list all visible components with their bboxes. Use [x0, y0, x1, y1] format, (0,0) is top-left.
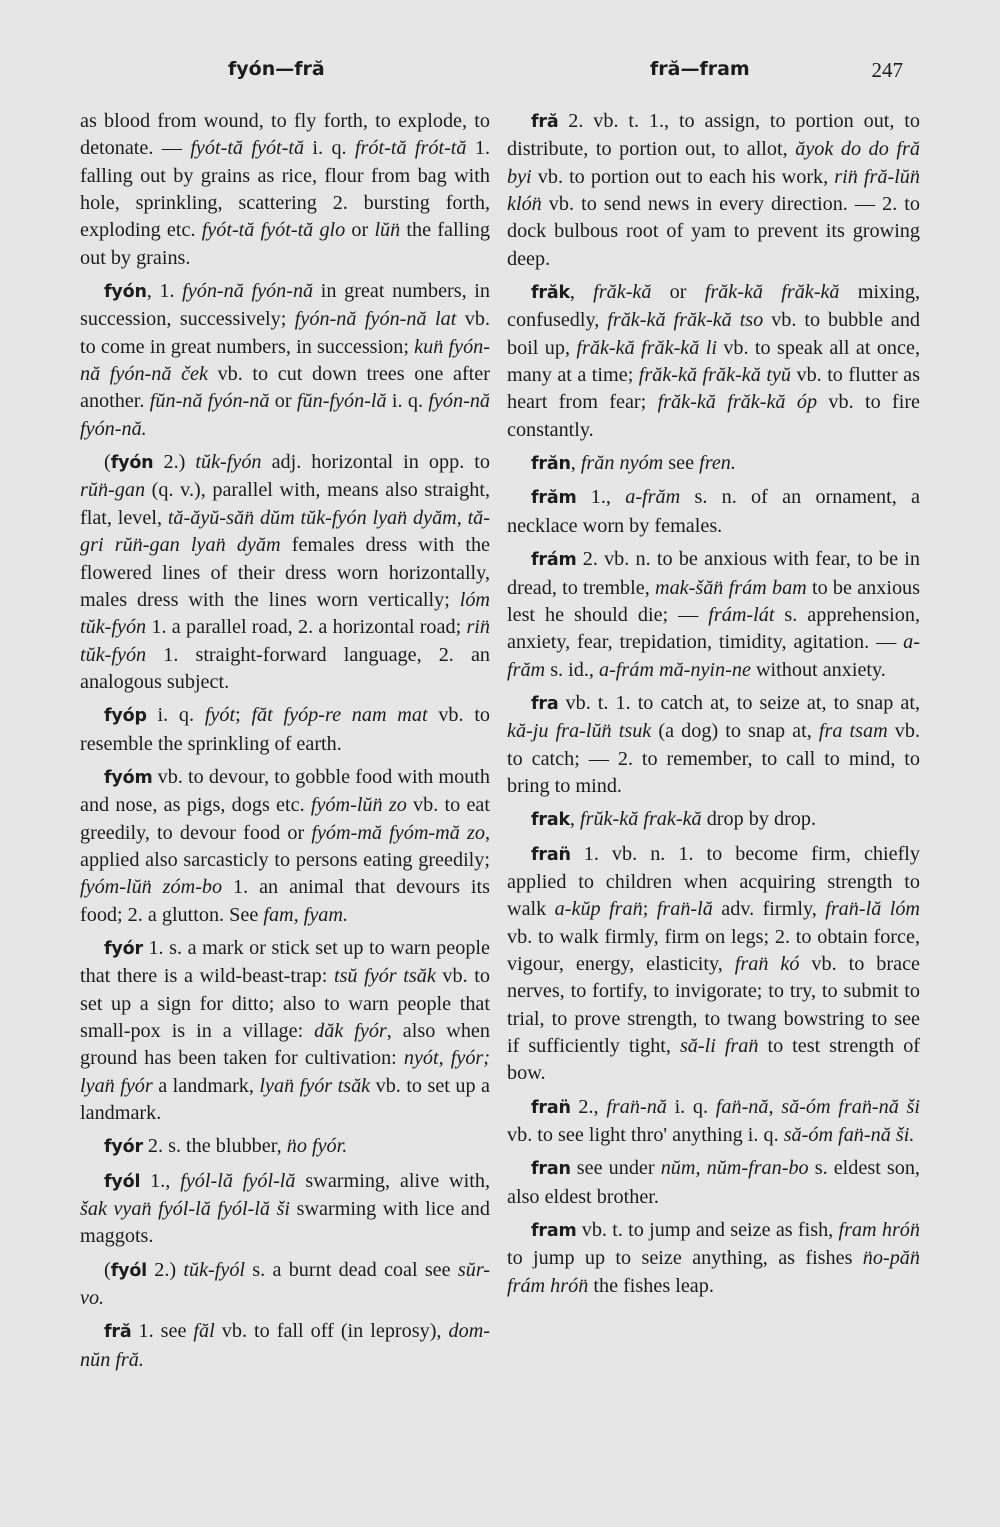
left-column: [80, 108, 490, 1374]
entry-text: to test strength of bow.: [507, 1035, 921, 1085]
lepcha-phrase: tsŭ fyór tsăk: [333, 965, 436, 988]
lepcha-phrase: nyót, fyór; lyan̈ fyór: [80, 1047, 490, 1097]
lepcha-phrase: fŭn-nă fyón-nă: [149, 390, 270, 413]
entry-text: vb. to set up a sign for ditto; also to warn people that small-pox is in a village:: [80, 965, 490, 1042]
entry-text: or: [269, 390, 297, 413]
lepcha-phrase: ăyok do do fră byi: [507, 138, 920, 188]
lepcha-phrase: n̈o fyór.: [286, 1135, 348, 1158]
entry-text: vb. to fire constantly.: [507, 391, 921, 441]
entry-headword: fyón: [110, 453, 154, 474]
running-head-right: fră—fram: [650, 58, 750, 80]
entry-text: 2.): [146, 1258, 184, 1281]
entry-text: , also when ground has been taken for cultivation:: [80, 1020, 490, 1070]
entry-text: 2. s. the blubber,: [142, 1135, 287, 1158]
entry-headword: fyóp: [104, 706, 147, 727]
dictionary-entry: [507, 841, 920, 1088]
running-head-left: fyón—fră: [228, 58, 325, 80]
entry-text: 1. straight-forward language, 2. an analogous subject.: [80, 643, 490, 693]
entry-headword: fran̈: [531, 844, 571, 865]
entry-headword: fram: [531, 1221, 577, 1242]
lepcha-phrase: frăn nyóm: [580, 452, 664, 475]
lepcha-phrase: nŭm, nŭm-fran-bo: [660, 1157, 809, 1180]
lepcha-phrase: frám-lát: [708, 603, 775, 626]
entry-text: 2. vb. t. 1., to assign, to portion out, to distribute, to portion out, to allot,: [507, 110, 920, 161]
lepcha-phrase: fyóm-lŭn̈ zóm-bo: [80, 876, 223, 899]
entry-text: vb. to walk firmly, firm on legs; 2. to obtain force, vigour, energy, elasticity,: [507, 925, 920, 975]
entry-text: vb. to resemble the sprinkling of earth.: [80, 704, 491, 755]
dictionary-entry: [80, 1168, 490, 1251]
lepcha-phrase: fra tsam: [818, 720, 888, 743]
dictionary-entry: [80, 108, 490, 272]
entry-text: (a dog) to snap at,: [651, 720, 819, 743]
entry-text: i. q.: [666, 1095, 716, 1118]
lepcha-phrase: šak vyan̈ fyól-lă fyól-lă ši: [80, 1198, 291, 1221]
entry-text: vb. to flutter as heart from fear;: [507, 364, 920, 414]
lepcha-phrase: fram hrón̈: [838, 1219, 920, 1242]
entry-text: the falling out by grains.: [80, 219, 490, 269]
entry-text: 2.): [153, 451, 196, 474]
entry-text: to jump up to seize anything, as fishes: [507, 1247, 863, 1270]
entry-headword: fyóm: [104, 767, 153, 788]
entry-text: 2.,: [570, 1095, 607, 1118]
lepcha-phrase: rin̈ tŭk-fyón: [80, 616, 490, 666]
lepcha-phrase: să-li fran̈: [679, 1035, 759, 1057]
lepcha-phrase: n̈o-păn̈ frám hrón̈: [507, 1247, 920, 1297]
dictionary-entry: [80, 764, 490, 929]
dictionary-entry: [80, 702, 490, 758]
lepcha-phrase: frót-tă frót-tă: [354, 137, 467, 160]
dictionary-entry: [507, 108, 920, 273]
dictionary-entry: [507, 1155, 920, 1211]
lepcha-phrase: lyan̈ fyór tsăk: [259, 1074, 371, 1097]
entry-headword: fyól: [110, 1260, 147, 1281]
entry-headword: fyór: [104, 1137, 143, 1158]
entry-text: ,: [569, 808, 580, 831]
dictionary-entry: [80, 278, 490, 443]
page-number: 247: [871, 58, 903, 82]
entry-headword: frăk: [531, 283, 570, 304]
entry-text: in great numbers, in succession, successively;: [80, 280, 490, 331]
entry-text: vb. to portion out to each his work,: [531, 165, 835, 188]
entry-text: vb. t. to jump and seize as fish,: [576, 1219, 839, 1242]
entry-text: s. eldest son, also eldest brother.: [507, 1157, 920, 1208]
entry-text: as blood from wound, to fly forth, to explode, to detonate. —: [80, 110, 490, 160]
entry-text: vb. to see light thro' anything i. q.: [507, 1124, 784, 1147]
dictionary-entry: [80, 935, 490, 1127]
lepcha-phrase: fyóm-lŭn̈ zo: [310, 794, 407, 817]
lepcha-phrase: a-kŭp fran̈: [554, 898, 643, 921]
entry-text: s. apprehension, anxiety, fear, trepidation, timidity, agitation. —: [507, 603, 920, 654]
lepcha-phrase: frăk-kă frăk-kă li: [576, 336, 717, 359]
lepcha-phrase: să-óm fan̈-nă ši.: [783, 1124, 915, 1147]
entry-text: see: [663, 452, 700, 475]
entry-text: vb. to cut down trees one after another.: [80, 363, 490, 413]
lepcha-phrase: frăk-kă frăk-kă tso: [607, 309, 764, 332]
entry-text: the fishes leap.: [588, 1274, 714, 1297]
entry-text: s. n. of an ornament, a necklace worn by females.: [507, 486, 920, 537]
dictionary-entry: [507, 279, 920, 444]
entry-text: see under: [570, 1157, 661, 1180]
entry-text: vb. to come in great numbers, in succession;: [80, 308, 491, 358]
lepcha-phrase: fyón-nă fyón-nă.: [80, 390, 491, 440]
dictionary-entry: [80, 449, 490, 696]
lepcha-phrase: frăk-kă frăk-kă óp: [657, 391, 818, 414]
entry-text: 1. a parallel road, 2. a horizontal road;: [146, 616, 467, 639]
entry-text: (q. v.), parallel with, means also straight, flat, level,: [80, 479, 490, 529]
lepcha-phrase: tŭk-fyón: [195, 451, 262, 474]
lepcha-phrase: fan̈-nă, să-óm fran̈-nă ši: [715, 1095, 921, 1118]
entry-headword: fran: [531, 1159, 571, 1180]
entry-text: vb. to eat greedily, to devour food or: [80, 794, 490, 844]
lepcha-phrase: kă-ju fra-lŭn̈ tsuk: [507, 720, 652, 743]
entry-text: a landmark,: [152, 1074, 260, 1097]
lepcha-phrase: fyón-nă fyón-nă: [182, 280, 314, 303]
lepcha-phrase: fran̈-nă: [606, 1095, 667, 1118]
entry-text: , applied also sarcasticly to persons eating greedily;: [80, 821, 490, 871]
entry-text: i. q.: [304, 137, 355, 160]
entry-headword: fra: [531, 693, 559, 714]
lepcha-phrase: fyót-tă fyót-tă glo: [201, 219, 346, 242]
dictionary-entry: [80, 1257, 490, 1313]
entry-headword: frám: [531, 550, 577, 571]
entry-text: vb. to speak all at once, many at a time;: [507, 336, 920, 387]
right-column: [507, 108, 920, 1300]
lepcha-phrase: frŭk-kă frak-kă: [580, 808, 702, 831]
lepcha-phrase: fran̈-lă: [656, 898, 713, 921]
entry-headword: fră: [104, 1322, 132, 1343]
lepcha-phrase: tŭk-fyól: [183, 1258, 246, 1281]
dictionary-entry: [507, 484, 920, 540]
entry-headword: fyól: [104, 1171, 141, 1192]
lepcha-phrase: fam, fyam.: [263, 903, 349, 926]
entry-text: vb. to send news in every direction. — 2. to dock bulbous root of yam to prevent its growing deep.: [507, 193, 920, 270]
entry-headword: frak: [531, 810, 570, 831]
lepcha-phrase: frăk-kă frăk-kă tyŭ: [638, 364, 791, 387]
lepcha-phrase: fŭn-fyón-lă: [296, 390, 387, 413]
entry-text: vb. to fall off (in leprosy),: [214, 1320, 449, 1343]
entry-text: s. id.,: [545, 658, 599, 681]
entry-headword: frăm: [531, 488, 577, 509]
lepcha-phrase: dăk fyór: [314, 1020, 387, 1042]
lepcha-phrase: fran̈ kó: [734, 952, 800, 975]
lepcha-phrase: dom-nŭn fră.: [80, 1320, 490, 1371]
dictionary-entry: [507, 806, 920, 834]
entry-text: without anxiety.: [750, 658, 886, 681]
entry-text: i. q.: [386, 390, 429, 413]
entry-headword: fră: [531, 112, 559, 132]
entry-text: , 1.: [146, 280, 183, 303]
entry-text: 1. see: [131, 1320, 194, 1343]
lepcha-phrase: rin̈ fră-lŭn̈ klón̈: [507, 165, 920, 216]
dictionary-entry: [507, 546, 920, 684]
entry-text: vb. to catch; — 2. to remember, to call to mind, to bring to mind.: [507, 720, 921, 797]
dictionary-entry: [80, 1318, 490, 1374]
entry-text: vb. t. 1. to catch at, to seize at, to snap at,: [558, 691, 920, 714]
entry-text: (: [104, 451, 111, 474]
dictionary-entry: [80, 1133, 490, 1161]
entry-headword: frăn: [531, 454, 571, 475]
entry-text: vb. to set up a landmark.: [80, 1074, 490, 1125]
lepcha-phrase: făl: [193, 1320, 215, 1343]
entry-text: adv. firmly,: [712, 898, 826, 921]
dictionary-entry: [507, 1217, 920, 1300]
lepcha-phrase: lóm tŭk-fyón: [80, 588, 490, 639]
lepcha-phrase: frăk-kă frăk-kă: [704, 281, 840, 304]
lepcha-phrase: a-frăm: [625, 486, 681, 509]
entry-text: 1. s. a mark or stick set up to warn people that there is a wild-beast-trap:: [80, 936, 490, 988]
entry-text: mixing, confusedly,: [507, 281, 920, 332]
lepcha-phrase: kun̈ fyón-nă fyón-nă ček: [80, 335, 490, 386]
lepcha-phrase: mak-šăn̈ frám bam: [654, 576, 807, 599]
entry-text: vb. to brace nerves, to fortify, to invigorate; to try, to submit to trial, to prove strength, to twang bowstring to see if sufficiently tight,: [507, 952, 920, 1057]
dictionary-entry: [507, 450, 920, 478]
lepcha-phrase: fyón-nă fyón-nă lat: [294, 308, 457, 331]
entry-text: 1. falling out by grains as rice, flour from bag with hole, sprinkling, scattering 2. bursting forth, exploding etc.: [80, 137, 490, 242]
lepcha-phrase: a-frám mă-nyin-ne: [598, 658, 751, 681]
lepcha-phrase: frăk-kă: [593, 281, 652, 304]
dictionary-entry: [507, 690, 920, 800]
entry-text: ,: [570, 452, 581, 475]
lepcha-phrase: fran̈-lă lóm: [825, 898, 921, 921]
entry-text: adj. horizontal in opp. to: [261, 451, 490, 474]
entry-text: i. q.: [146, 704, 205, 727]
lepcha-phrase: lŭn̈: [374, 219, 401, 242]
lepcha-phrase: rŭn̈-gan: [80, 479, 146, 502]
entry-text: 1.,: [576, 486, 626, 509]
entry-text: ;: [642, 898, 657, 921]
entry-text: 1. an animal that devours its food; 2. a glutton. See: [80, 876, 491, 926]
entry-text: drop by drop.: [701, 808, 817, 831]
lepcha-phrase: tă-ăyŭ-săn̈ dŭm tŭk-fyón lyan̈ dyăm, tă-gri rŭn̈-gan lyan̈ dyăm: [80, 506, 491, 557]
lepcha-phrase: fyót: [204, 704, 236, 727]
dictionary-entry: [507, 1094, 920, 1150]
lepcha-phrase: sŭr-vo.: [80, 1258, 490, 1310]
entry-text: swarming with lice and maggots.: [80, 1198, 490, 1248]
entry-headword: fyón: [104, 282, 147, 303]
lepcha-phrase: fyól-lă fyól-lă: [180, 1169, 296, 1192]
entry-text: (: [104, 1258, 111, 1281]
lepcha-phrase: a-frăm: [507, 631, 920, 681]
entry-text: 2. vb. n. to be anxious with fear, to be in dread, to tremble,: [507, 548, 920, 599]
lepcha-phrase: fyóm-mă fyóm-mă zo: [311, 821, 485, 844]
entry-text: 1.,: [140, 1169, 181, 1192]
lepcha-phrase: făt fyóp-re nam mat: [251, 704, 428, 727]
entry-text: vb. to devour, to gobble food with mouth and nose, as pigs, dogs etc.: [80, 765, 490, 817]
entry-text: ,: [569, 281, 594, 304]
entry-text: swarming, alive with,: [295, 1169, 490, 1192]
entry-text: ;: [235, 704, 252, 727]
entry-text: s. a burnt dead coal see: [245, 1258, 458, 1281]
entry-text: females dress with the flowered lines of their dress worn horizontally, males dress with the lines worn vertically;: [80, 534, 490, 611]
entry-text: or: [651, 281, 705, 304]
entry-text: vb. to bubble and boil up,: [507, 309, 921, 359]
entry-headword: fran̈: [531, 1097, 571, 1118]
entry-text: to be anxious lest he should die; —: [507, 576, 920, 626]
lepcha-phrase: fyót-tă fyót-tă: [190, 137, 305, 160]
entry-text: or: [345, 219, 375, 242]
entry-text: 1. vb. n. 1. to become firm, chiefly applied to children when acquiring strength to walk: [507, 842, 920, 921]
lepcha-phrase: fren.: [699, 452, 736, 475]
entry-headword: fyór: [104, 938, 143, 959]
